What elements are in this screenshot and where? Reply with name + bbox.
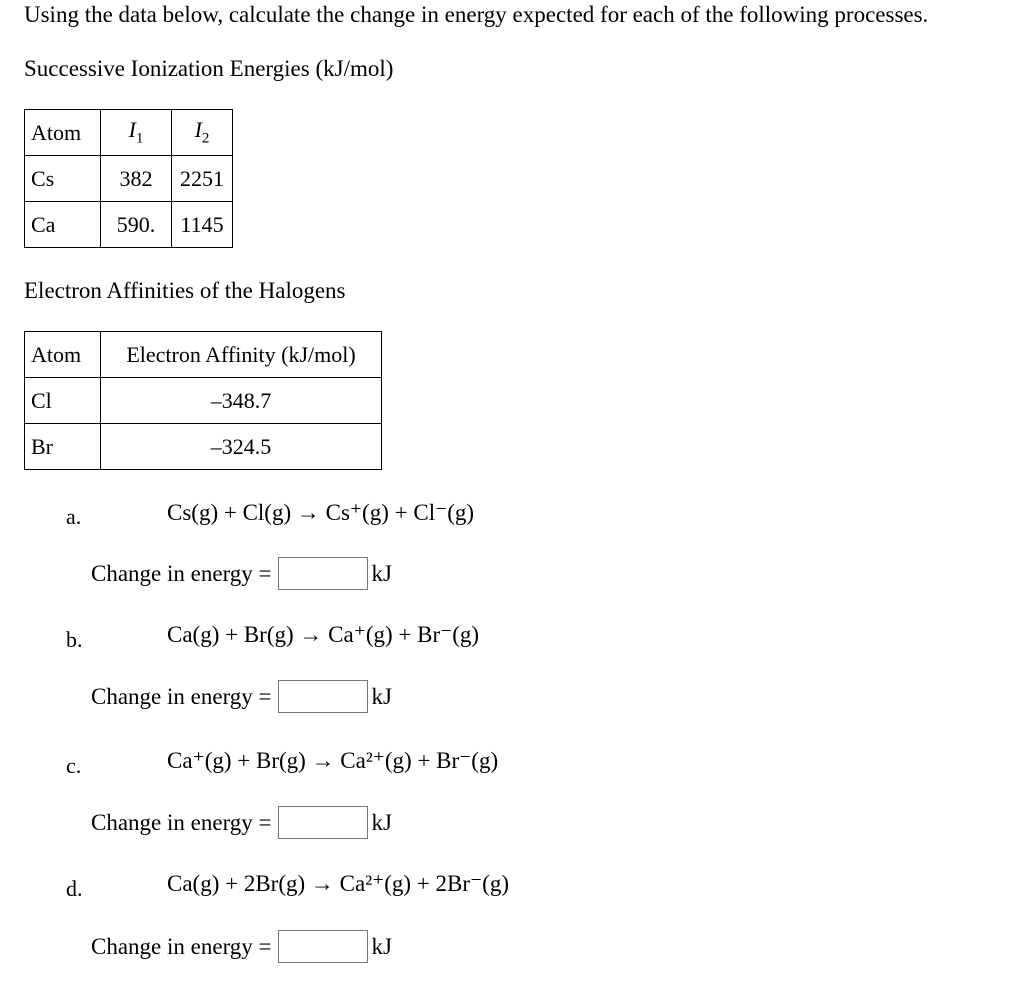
cell-i1: 382 — [101, 156, 172, 202]
change-in-energy-label: Change in energy = — [91, 560, 272, 586]
header-i1: $I_1$ — [101, 110, 172, 156]
header-electron-affinity: Electron Affinity (kJ/mol) — [101, 332, 382, 378]
cell-atom: Br — [25, 424, 101, 470]
table-row — [25, 202, 233, 248]
cell-i1: 590. — [101, 202, 172, 248]
cell-atom: Ca — [25, 202, 101, 248]
problem-c-answer-row — [91, 806, 392, 839]
problem-a-answer-input[interactable] — [278, 557, 368, 590]
problem-a-reaction: Cs(g) + Cl(g) → Cs⁺(g) + Cl⁻(g) — [167, 500, 475, 525]
problem-d-answer-input[interactable] — [278, 930, 368, 963]
header-atom: Atom — [25, 332, 101, 378]
table-header-row — [25, 332, 382, 378]
problem-c-answer-input[interactable] — [278, 806, 368, 839]
change-in-energy-label: Change in energy = — [91, 683, 272, 709]
table-row — [25, 378, 382, 424]
problem-d-label: d. — [66, 876, 83, 901]
cell-atom: Cs — [25, 156, 101, 202]
unit-label: kJ — [371, 933, 392, 959]
cell-i2: 2251 — [172, 156, 233, 202]
problem-a-answer-row — [91, 557, 392, 590]
unit-label: kJ — [371, 683, 392, 709]
problem-a-label: a. — [66, 504, 82, 529]
instructions-text: Using the data below, calculate the change in energy expected for each of the following processes. — [24, 2, 929, 27]
table-row — [25, 424, 382, 470]
problem-d-answer-row — [91, 930, 392, 963]
problem-c-reaction: Ca⁺(g) + Br(g) → Ca²⁺(g) + Br⁻(g) — [167, 748, 499, 773]
ionization-table-title: Successive Ionization Energies (kJ/mol) — [24, 56, 394, 81]
header-atom: Atom — [25, 110, 101, 156]
problem-b-answer-row — [91, 680, 392, 713]
cell-i2: 1145 — [172, 202, 233, 248]
electron-affinities-table — [24, 331, 382, 470]
table-row — [25, 156, 233, 202]
problem-c-label: c. — [66, 753, 82, 778]
cell-atom: Cl — [25, 378, 101, 424]
unit-label: kJ — [371, 560, 392, 586]
cell-electron-affinity: –348.7 — [101, 378, 382, 424]
table-header-row — [25, 110, 233, 156]
cell-electron-affinity: –324.5 — [101, 424, 382, 470]
change-in-energy-label: Change in energy = — [91, 933, 272, 959]
problem-d-reaction: Ca(g) + 2Br(g) → Ca²⁺(g) + 2Br⁻(g) — [167, 871, 509, 896]
ionization-energies-table — [24, 109, 233, 248]
problem-b-answer-input[interactable] — [278, 680, 368, 713]
header-i2: $I_2$ — [172, 110, 233, 156]
electron-affinity-table-title: Electron Affinities of the Halogens — [24, 278, 346, 303]
change-in-energy-label: Change in energy = — [91, 809, 272, 835]
unit-label: kJ — [371, 809, 392, 835]
problem-b-label: b. — [66, 627, 83, 652]
problem-b-reaction: Ca(g) + Br(g) → Ca⁺(g) + Br⁻(g) — [167, 622, 480, 647]
